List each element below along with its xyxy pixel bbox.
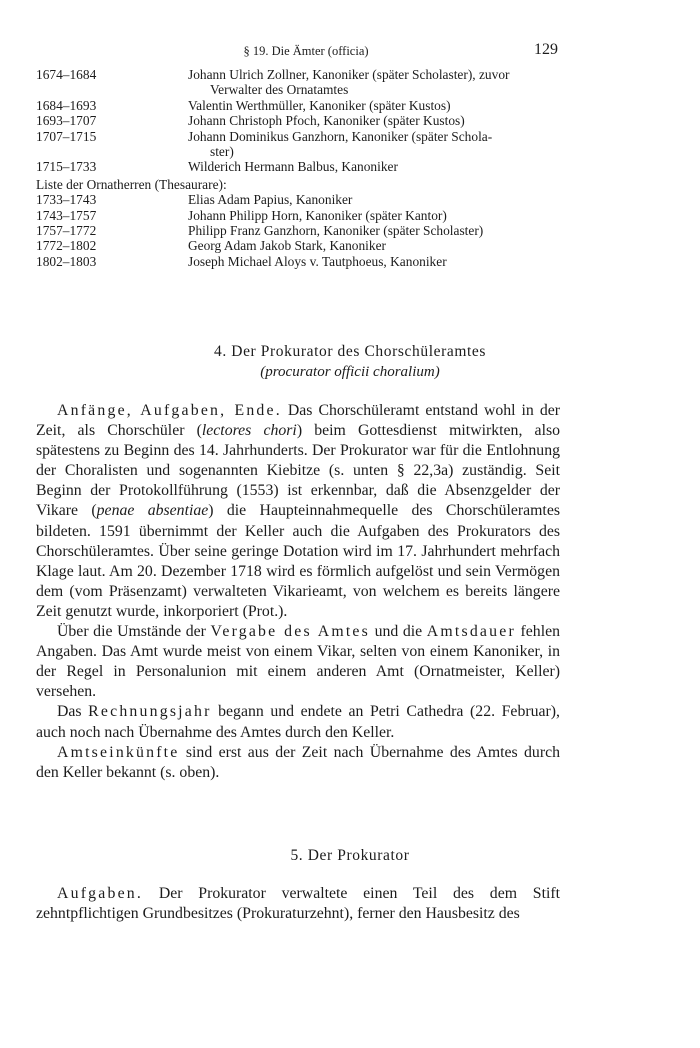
- list-item: [36, 192, 566, 207]
- running-head: [0, 42, 700, 62]
- spaced-term: Amtsdauer: [426, 623, 516, 641]
- list-item: [36, 129, 566, 160]
- list-item-years: 1743–1757: [36, 207, 97, 223]
- list-item-years: 1772–1802: [36, 238, 97, 254]
- spaced-term: Rechnungsjahr: [88, 703, 212, 721]
- list-item: [36, 113, 566, 128]
- list-item-name: Johann Dominikus Ganzhorn, Kanoniker (später Schola-: [188, 128, 493, 144]
- paragraph-appointment: Über die Umstände der Vergabe des Amtes und die Amtsdauer fehlen Angaben. Das Amt wurde meist von einem Vikar, selten von einem Kanoniker, in der Regel in Personalunion mit einem anderen Amt (Ornatmeister, Keller) versehen.: [36, 623, 560, 701]
- paragraph-fiscal-year: Das Rechnungsjahr begann und endete an Petri Cathedra (22. Februar), auch noch nach Übernahme des Amtes durch den Keller.: [36, 703, 560, 741]
- paragraph-origins: Anfänge, Aufgaben, Ende. Das Chorschüleramt entstand wohl in der Zeit, als Chorschüler (lectores chori) beim Gottesdienst mitwirkten, also spätestens zu Beginn des 14. Jahrhunderts. Der Prokurator war für die Entlohnung der Choralisten und sogenannten Kiebitze (s. unten § 22,3a) zuständig. Seit Beginn der Protokollführung (1553) ist erkennbar, daß die Absenzgelder der Vikare (penae absentiae) die Haupteinnahmequelle des Chorschüleramtes bildeten. 1591 übernimmt der Keller auch die Aufgaben des Prokurators des Chorschüleramtes. Über seine geringe Dotation wird im 17. Jahrhundert mehrfach Klage laut. Am 20. Dezember 1718 wird es förmlich aufgelöst und sein Vermögen dem (vom Präsenzamt) verwalteten Vikarieamt, von welchem es bereits längere Zeit genutzt wurde, inkorporiert (Prot.).: [36, 402, 560, 620]
- list-item-continuation: ster): [210, 144, 234, 160]
- list-item: [36, 223, 566, 238]
- list-item-years: 1757–1772: [36, 223, 97, 239]
- running-head-title: § 19. Die Ämter (officia): [243, 44, 369, 58]
- list-item: [36, 254, 566, 269]
- list-item-name: Georg Adam Jakob Stark, Kanoniker: [188, 238, 386, 254]
- list-item: [36, 159, 566, 174]
- list-item-name: Wilderich Hermann Balbus, Kanoniker: [188, 159, 398, 175]
- list-item-name: Joseph Michael Aloys v. Tautphoeus, Kanoniker: [188, 253, 447, 269]
- list-item: [36, 98, 566, 113]
- spaced-term: Amtseinkünfte: [57, 743, 180, 761]
- spaced-term: Vergabe des Amtes: [210, 623, 370, 641]
- list-item-name: Elias Adam Papius, Kanoniker: [188, 192, 353, 208]
- list-item-years: 1733–1743: [36, 192, 97, 208]
- latin-term: penae absentiae: [96, 502, 209, 520]
- run-in-heading: Anfänge, Aufgaben, Ende.: [57, 402, 282, 419]
- list-item-years: 1715–1733: [36, 159, 97, 175]
- list-heading-thesaurare: Liste der Ornatherren (Thesaurare):: [36, 176, 227, 192]
- list-item-years: 1684–1693: [36, 97, 97, 113]
- list-item: [36, 208, 566, 223]
- list-item: [36, 238, 566, 253]
- list-item-name: Johann Philipp Horn, Kanoniker (später Kantor): [188, 207, 447, 223]
- run-in-heading: Aufgaben.: [57, 885, 144, 902]
- section-4-heading: 4. Der Prokurator des Chorschüleramtes: [213, 343, 487, 360]
- list-item: [36, 67, 566, 98]
- list-item-years: 1674–1684: [36, 67, 97, 82]
- latin-term: lectores chori: [201, 422, 297, 440]
- list-item-name: Valentin Werthmüller, Kanoniker (später Kustos): [188, 97, 451, 113]
- list-item-name: Johann Ulrich Zollner, Kanoniker (später Scholaster), zuvor: [188, 67, 510, 82]
- list-item-years: 1802–1803: [36, 253, 97, 269]
- section-5-heading: 5. Der Prokurator: [290, 847, 410, 864]
- section-4-body: [36, 401, 560, 783]
- list-item-name: Johann Christoph Pfoch, Kanoniker (später Kustos): [188, 113, 465, 129]
- list-item-name: Philipp Franz Ganzhorn, Kanoniker (später Scholaster): [188, 223, 484, 239]
- list-item-continuation: Verwalter des Ornatamtes: [210, 82, 349, 98]
- officeholder-lists: [36, 67, 566, 269]
- section-4-latin-subtitle: (procurator officii choralium): [260, 364, 440, 380]
- paragraph-tasks: Aufgaben. Der Prokurator verwaltete einen Teil des dem Stift zehntpflichtigen Grundbesitzes (Prokuraturzehnt), ferner den Hausbesitz des: [36, 885, 560, 923]
- list-item-years: 1707–1715: [36, 128, 97, 144]
- page-number: 129: [534, 41, 558, 58]
- section-5-body: [36, 884, 560, 924]
- list-item-years: 1693–1707: [36, 113, 97, 129]
- paragraph-income: Amtseinkünfte sind erst aus der Zeit nach Übernahme des Amtes durch den Keller bekannt (s. oben).: [36, 743, 560, 781]
